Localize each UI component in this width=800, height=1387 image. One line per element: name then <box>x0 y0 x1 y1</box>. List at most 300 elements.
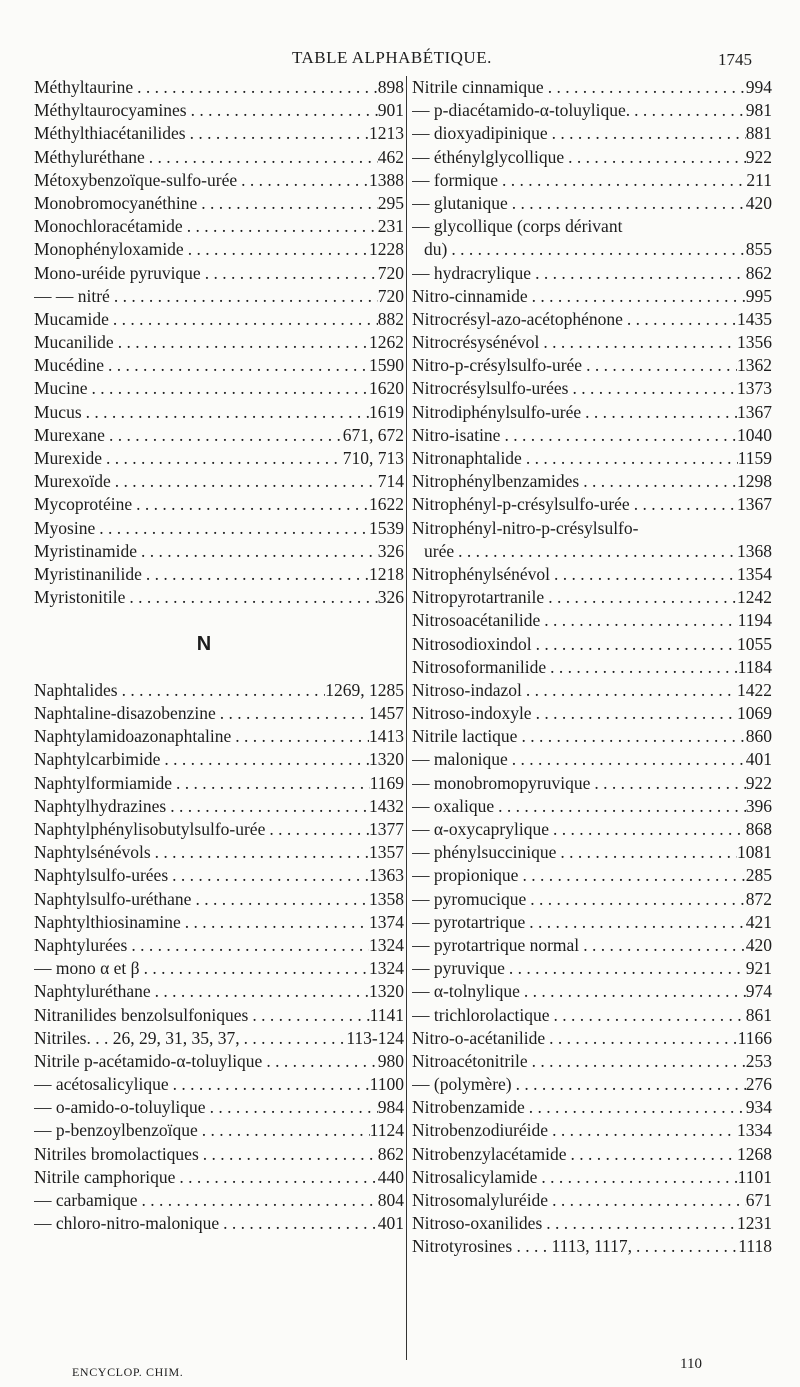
page-reference: 861 <box>745 1004 772 1025</box>
index-entry <box>34 331 404 354</box>
index-entry <box>34 308 404 331</box>
page-reference: 995 <box>745 285 772 306</box>
index-entry <box>34 772 404 795</box>
left-index-column <box>34 76 404 1235</box>
leader-dots <box>118 679 326 702</box>
leader-dots <box>549 818 746 841</box>
index-term: Nitrile camphorique <box>34 1166 176 1187</box>
index-entry <box>34 934 404 957</box>
index-entry <box>412 99 772 122</box>
leader-dots <box>525 1096 746 1119</box>
leader-dots <box>564 146 746 169</box>
index-term: Nitronaphtalide <box>412 448 522 468</box>
index-term: Nitrophénylsénévol <box>412 563 551 584</box>
index-entry <box>412 1143 772 1166</box>
leader-dots <box>500 424 737 447</box>
index-term: — carbamique <box>34 1190 138 1211</box>
page-reference: 881 <box>745 123 772 144</box>
index-entry <box>412 377 772 400</box>
index-entry <box>412 609 772 632</box>
page-reference: 1373 <box>737 378 772 399</box>
page-reference: 1357 <box>369 842 404 863</box>
index-term: — dioxyadipinique <box>412 123 548 144</box>
page-reference: 462 <box>377 146 404 167</box>
index-entry <box>34 517 404 540</box>
index-term: — acétosalicylique <box>34 1074 169 1095</box>
index-term: Nitro-o-acétanilide <box>412 1027 546 1048</box>
page-reference: 1228 <box>369 239 404 260</box>
index-term: Myristinamide <box>34 540 138 561</box>
index-term: Nitrile lactique <box>412 726 518 747</box>
index-entry <box>34 1096 404 1119</box>
leader-dots <box>528 1050 746 1073</box>
index-term: — oxalique <box>412 795 495 816</box>
leader-dots <box>169 1073 370 1096</box>
page-reference: 421 <box>745 911 772 932</box>
page-reference: 1242 <box>737 587 772 608</box>
index-term: Naphtylurées <box>34 934 128 955</box>
leader-dots <box>582 354 737 377</box>
page-reference: 984 <box>377 1097 404 1118</box>
index-entry <box>412 1189 772 1212</box>
index-entry <box>412 1235 772 1258</box>
index-entry <box>412 1166 772 1189</box>
index-term: Métoxybenzoïque-sulfo-urée <box>34 169 238 190</box>
index-term: Naphtylhydrazines <box>34 795 167 816</box>
page-reference: 1218 <box>369 563 404 584</box>
page-reference: 980 <box>377 1050 404 1071</box>
page-reference: 276 <box>745 1074 772 1095</box>
page-reference: 1388 <box>369 169 404 190</box>
index-term: Nitrophényl-nitro-p-crésylsulfo- <box>412 517 639 538</box>
page-reference: 714 <box>377 471 404 492</box>
leader-dots <box>545 1027 738 1050</box>
index-entry <box>34 702 404 725</box>
index-entry <box>412 702 772 725</box>
page-reference: 1184 <box>737 656 772 677</box>
leader-dots <box>186 122 369 145</box>
index-entry <box>34 679 404 702</box>
page-reference: 901 <box>377 100 404 121</box>
index-term: Nitrile cinnamique <box>412 77 544 97</box>
leader-dots <box>579 470 737 493</box>
index-term: Méthyluréthane <box>34 146 145 167</box>
index-entry <box>34 238 404 261</box>
page-reference: 1159 <box>737 448 772 468</box>
index-entry <box>412 122 772 145</box>
index-term: Nitrotyrosines . . . . 1113, 1117, <box>412 1236 633 1257</box>
index-entry <box>412 725 772 748</box>
page-reference: 1320 <box>369 749 404 770</box>
index-term: Murexide <box>34 448 103 468</box>
leader-dots <box>632 1235 738 1258</box>
leader-dots <box>237 169 369 192</box>
leader-dots <box>172 772 370 795</box>
index-entry <box>412 1119 772 1142</box>
page-header <box>0 46 800 74</box>
index-term: — phénylsuccinique <box>412 842 557 863</box>
leader-dots <box>201 262 378 285</box>
page-reference: 1432 <box>369 795 404 816</box>
leader-dots <box>127 934 369 957</box>
page-reference: 231 <box>377 216 404 237</box>
index-term: Mucanilide <box>34 332 114 353</box>
leader-dots <box>630 493 737 516</box>
index-entry <box>412 262 772 285</box>
index-entry <box>34 540 404 563</box>
leader-dots <box>540 609 737 632</box>
index-entry <box>412 586 772 609</box>
page-reference: 860 <box>745 726 772 747</box>
leader-dots <box>498 169 746 192</box>
leader-dots <box>454 540 737 563</box>
leader-dots <box>522 447 738 470</box>
index-entry <box>412 772 772 795</box>
index-entry <box>34 285 404 308</box>
page-reference: 922 <box>745 772 772 793</box>
index-entry <box>34 563 404 586</box>
page-reference: 1169 <box>369 772 404 793</box>
leader-dots <box>125 586 377 609</box>
leader-dots <box>199 1143 378 1166</box>
leader-dots <box>219 1212 378 1235</box>
page-reference: 1141 <box>369 1004 404 1025</box>
leader-dots <box>550 563 737 586</box>
index-term: Méthyltaurocyamines <box>34 100 187 121</box>
index-term: — trichlorolactique <box>412 1004 550 1025</box>
running-title: TABLE ALPHABÉTIQUE. <box>292 48 492 67</box>
index-entry <box>412 146 772 169</box>
left-index-block-n <box>34 679 404 1236</box>
index-entry <box>412 401 772 424</box>
index-term: — p-benzoylbenzoïque <box>34 1120 198 1141</box>
page-reference: 922 <box>745 146 772 167</box>
index-term: — α-tolnylique <box>412 981 520 1002</box>
page-reference: 326 <box>377 540 404 561</box>
page-number: 1745 <box>718 50 752 69</box>
leader-dots <box>508 748 746 771</box>
index-entry <box>34 818 404 841</box>
leader-dots <box>512 1073 746 1096</box>
leader-dots <box>544 586 737 609</box>
index-entry <box>412 470 772 493</box>
index-term: Nitroacétonitrile <box>412 1050 528 1071</box>
index-term: Nitrosomalyluréide <box>412 1190 549 1210</box>
index-entry <box>34 888 404 911</box>
page-reference: 440 <box>377 1166 404 1187</box>
index-entry <box>412 447 772 470</box>
index-entry <box>34 493 404 516</box>
index-term: Naphtylphénylisobutylsulfo-urée <box>34 819 266 840</box>
index-term: Naphtyluréthane <box>34 981 151 1002</box>
index-term: Nitrosoacétanilide <box>412 610 541 631</box>
index-term: Nitropyrotartranile <box>412 587 545 608</box>
page-reference: 1100 <box>369 1074 404 1095</box>
leader-dots <box>522 679 737 702</box>
leader-dots <box>87 377 369 400</box>
index-term: — pyruvique <box>412 958 505 979</box>
index-term: Nitroso-indoxyle <box>412 703 532 724</box>
index-entry <box>34 1166 404 1189</box>
index-entry <box>34 424 404 447</box>
page-reference: 868 <box>745 819 772 839</box>
leader-dots <box>532 702 737 725</box>
page-reference: 1367 <box>737 494 772 515</box>
index-entry <box>34 215 404 238</box>
index-entry <box>412 818 772 841</box>
index-entry <box>412 679 772 702</box>
page-reference: 1356 <box>737 332 772 353</box>
index-entry <box>412 215 772 238</box>
page-reference: 1268 <box>737 1143 772 1164</box>
left-index-block-m <box>34 76 404 609</box>
leader-dots <box>183 215 378 238</box>
index-term: — p-diacétamido-α-toluylique. <box>412 100 631 121</box>
leader-dots <box>240 1027 347 1050</box>
index-entry <box>412 957 772 980</box>
leader-dots <box>265 818 369 841</box>
index-term: Naphtylformiamide <box>34 772 173 793</box>
page-reference: 401 <box>377 1213 404 1234</box>
leader-dots <box>184 238 369 261</box>
page-reference: 862 <box>377 1143 404 1164</box>
leader-dots <box>262 1050 377 1073</box>
index-entry <box>412 1212 772 1235</box>
leader-dots <box>216 702 369 725</box>
leader-dots <box>581 401 737 424</box>
page-reference: 1457 <box>369 703 404 724</box>
index-entry <box>34 1050 404 1073</box>
page-reference: 396 <box>745 795 772 816</box>
index-entry <box>34 1073 404 1096</box>
leader-dots <box>517 725 745 748</box>
index-entry <box>412 192 772 215</box>
index-term: — formique <box>412 169 499 190</box>
index-term: Nitranilides benzolsulfoniques <box>34 1004 249 1025</box>
index-term: Naphtylcarbimide <box>34 749 161 770</box>
page-reference: 1101 <box>737 1166 772 1187</box>
leader-dots <box>111 470 378 493</box>
column-divider <box>406 76 407 1360</box>
page-reference: 974 <box>745 981 772 1002</box>
index-term: Nitroso-oxanilides <box>412 1213 543 1234</box>
index-term: Mucine <box>34 378 88 399</box>
page-reference: 1194 <box>737 610 772 631</box>
leader-dots <box>579 934 746 957</box>
index-entry <box>412 656 772 679</box>
page-reference: 1622 <box>369 494 404 515</box>
leader-dots <box>539 331 737 354</box>
index-term: Nitriles bromolactiques <box>34 1143 199 1164</box>
index-entry <box>34 748 404 771</box>
index-term: — monobromopyruvique <box>412 772 591 793</box>
index-term: Monophényloxamide <box>34 239 184 260</box>
page-reference: 671 <box>745 1190 772 1210</box>
index-term: — α-oxycaprylique <box>412 819 549 839</box>
index-entry <box>412 354 772 377</box>
index-term: Nitrocrésysénévol <box>412 332 540 353</box>
page-reference: 1539 <box>369 517 404 538</box>
page-reference: 671, 672 <box>342 424 404 445</box>
index-term: Murexane <box>34 424 105 445</box>
index-term: Mucamide <box>34 308 109 329</box>
leader-dots <box>548 122 746 145</box>
page-reference: 934 <box>745 1097 772 1118</box>
index-entry <box>412 540 772 563</box>
page-reference: 1118 <box>738 1236 772 1257</box>
leader-dots <box>231 725 369 748</box>
index-entry <box>34 1119 404 1142</box>
leader-dots <box>494 795 746 818</box>
index-entry <box>34 169 404 192</box>
index-term: Naphtylsulfo-urées <box>34 865 169 886</box>
page-reference: 1368 <box>737 540 772 561</box>
page-reference: 1334 <box>737 1120 772 1141</box>
index-term: — éthénylglycollique <box>412 146 565 167</box>
page-reference: 994 <box>745 77 772 97</box>
index-term: — (polymère) <box>412 1074 512 1095</box>
index-term: — pyromucique <box>412 888 527 909</box>
index-term: Monobromocyanéthine <box>34 192 198 213</box>
leader-dots <box>525 911 746 934</box>
index-term: — malonique <box>412 749 508 770</box>
index-entry <box>34 354 404 377</box>
index-term: Mucédine <box>34 355 104 376</box>
index-entry <box>34 470 404 493</box>
leader-dots <box>160 748 369 771</box>
page-reference: 1362 <box>737 355 772 376</box>
index-entry <box>412 911 772 934</box>
index-term: Nitrosodioxindol <box>412 633 532 654</box>
index-entry <box>34 99 404 122</box>
index-term: Nitrophényl-p-crésylsulfo-urée <box>412 494 630 515</box>
index-entry <box>412 76 772 99</box>
leader-dots <box>556 841 737 864</box>
leader-dots <box>151 841 369 864</box>
index-entry <box>412 1050 772 1073</box>
index-entry <box>412 1073 772 1096</box>
leader-dots <box>181 911 369 934</box>
index-term: — hydracrylique <box>412 262 532 283</box>
index-term: Naphtaline-disazobenzine <box>34 703 216 724</box>
page-reference: 720 <box>377 285 404 306</box>
index-entry <box>34 146 404 169</box>
index-term: — — nitré <box>34 285 110 306</box>
right-index-block <box>412 76 772 1259</box>
leader-dots <box>548 1119 737 1142</box>
index-term: Nitrosoformanilide <box>412 656 547 677</box>
leader-dots <box>175 1166 377 1189</box>
index-entry <box>412 1027 772 1050</box>
leader-dots <box>248 1004 369 1027</box>
footer-signature: ENCYCLOP. CHIM. <box>72 1365 184 1379</box>
leader-dots <box>568 377 737 400</box>
page-reference: 1619 <box>369 401 404 422</box>
index-term: Nitro-isatine <box>412 424 501 445</box>
leader-dots <box>206 1096 378 1119</box>
page-reference: 1374 <box>369 911 404 932</box>
leader-dots <box>166 795 369 818</box>
page-reference: 1213 <box>369 123 404 144</box>
page-reference: 720 <box>377 262 404 283</box>
index-entry <box>34 911 404 934</box>
index-entry <box>412 748 772 771</box>
leader-dots <box>505 957 746 980</box>
index-entry <box>412 424 772 447</box>
page-reference: 326 <box>377 587 404 608</box>
leader-dots <box>168 864 369 887</box>
index-entry <box>412 633 772 656</box>
index-entry <box>34 1004 404 1027</box>
page-reference: 1377 <box>369 819 404 840</box>
index-term: Mycoprotéine <box>34 494 133 515</box>
index-term: Nitrobenzylacétamide <box>412 1143 567 1164</box>
page-reference: 1069 <box>737 703 772 724</box>
index-entry <box>34 864 404 887</box>
index-entry <box>34 262 404 285</box>
page-reference: 295 <box>377 192 404 213</box>
page-reference: 1298 <box>737 471 772 492</box>
index-term: Nitrophénylbenzamides <box>412 471 580 492</box>
index-entry <box>412 517 772 540</box>
page-reference: 1358 <box>369 888 404 909</box>
index-term: Nitrosalicylamide <box>412 1166 538 1187</box>
index-term: Naphtylamidoazonaphtaline <box>34 726 232 747</box>
index-entry <box>412 795 772 818</box>
index-term: — pyrotartrique <box>412 911 526 932</box>
page-reference: 1231 <box>737 1213 772 1234</box>
index-term: — o-amido-o-toluylique <box>34 1097 206 1118</box>
leader-dots <box>82 401 369 424</box>
index-term: Myristinanilide <box>34 563 142 584</box>
index-term: Myosine <box>34 517 96 538</box>
leader-dots <box>137 540 378 563</box>
page-reference: 285 <box>745 865 772 886</box>
index-term: — glycollique (corps dérivant <box>412 216 623 237</box>
index-term: Nitroso-indazol <box>412 679 522 700</box>
leader-dots <box>508 192 746 215</box>
page-reference: 1320 <box>369 981 404 1002</box>
index-term: Naphtalides <box>34 679 118 700</box>
right-index-column <box>412 76 772 1259</box>
page-reference: 1324 <box>369 934 404 955</box>
index-entry <box>412 285 772 308</box>
leader-dots <box>102 447 343 470</box>
page-reference: 1367 <box>737 401 772 422</box>
leader-dots <box>151 980 369 1003</box>
leader-dots <box>447 238 745 261</box>
index-term: Monochloracétamide <box>34 216 183 237</box>
index-term: du) <box>424 239 448 260</box>
index-entry <box>34 980 404 1003</box>
leader-dots <box>109 308 378 331</box>
index-term: Nitro-cinnamide <box>412 285 528 306</box>
index-entry <box>412 169 772 192</box>
page-reference: 1081 <box>737 842 772 863</box>
page-reference: 855 <box>745 239 772 260</box>
page-reference: 420 <box>745 934 772 955</box>
page-reference: 211 <box>746 169 772 190</box>
page-reference: 882 <box>377 308 404 329</box>
index-entry <box>412 1096 772 1119</box>
leader-dots <box>518 864 745 887</box>
index-entry <box>412 1004 772 1027</box>
leader-dots <box>544 76 746 99</box>
index-term: Nitriles. . . 26, 29, 31, 35, 37, <box>34 1027 240 1048</box>
index-term: — glutanique <box>412 192 508 213</box>
leader-dots <box>546 656 738 679</box>
index-entry <box>34 1189 404 1212</box>
